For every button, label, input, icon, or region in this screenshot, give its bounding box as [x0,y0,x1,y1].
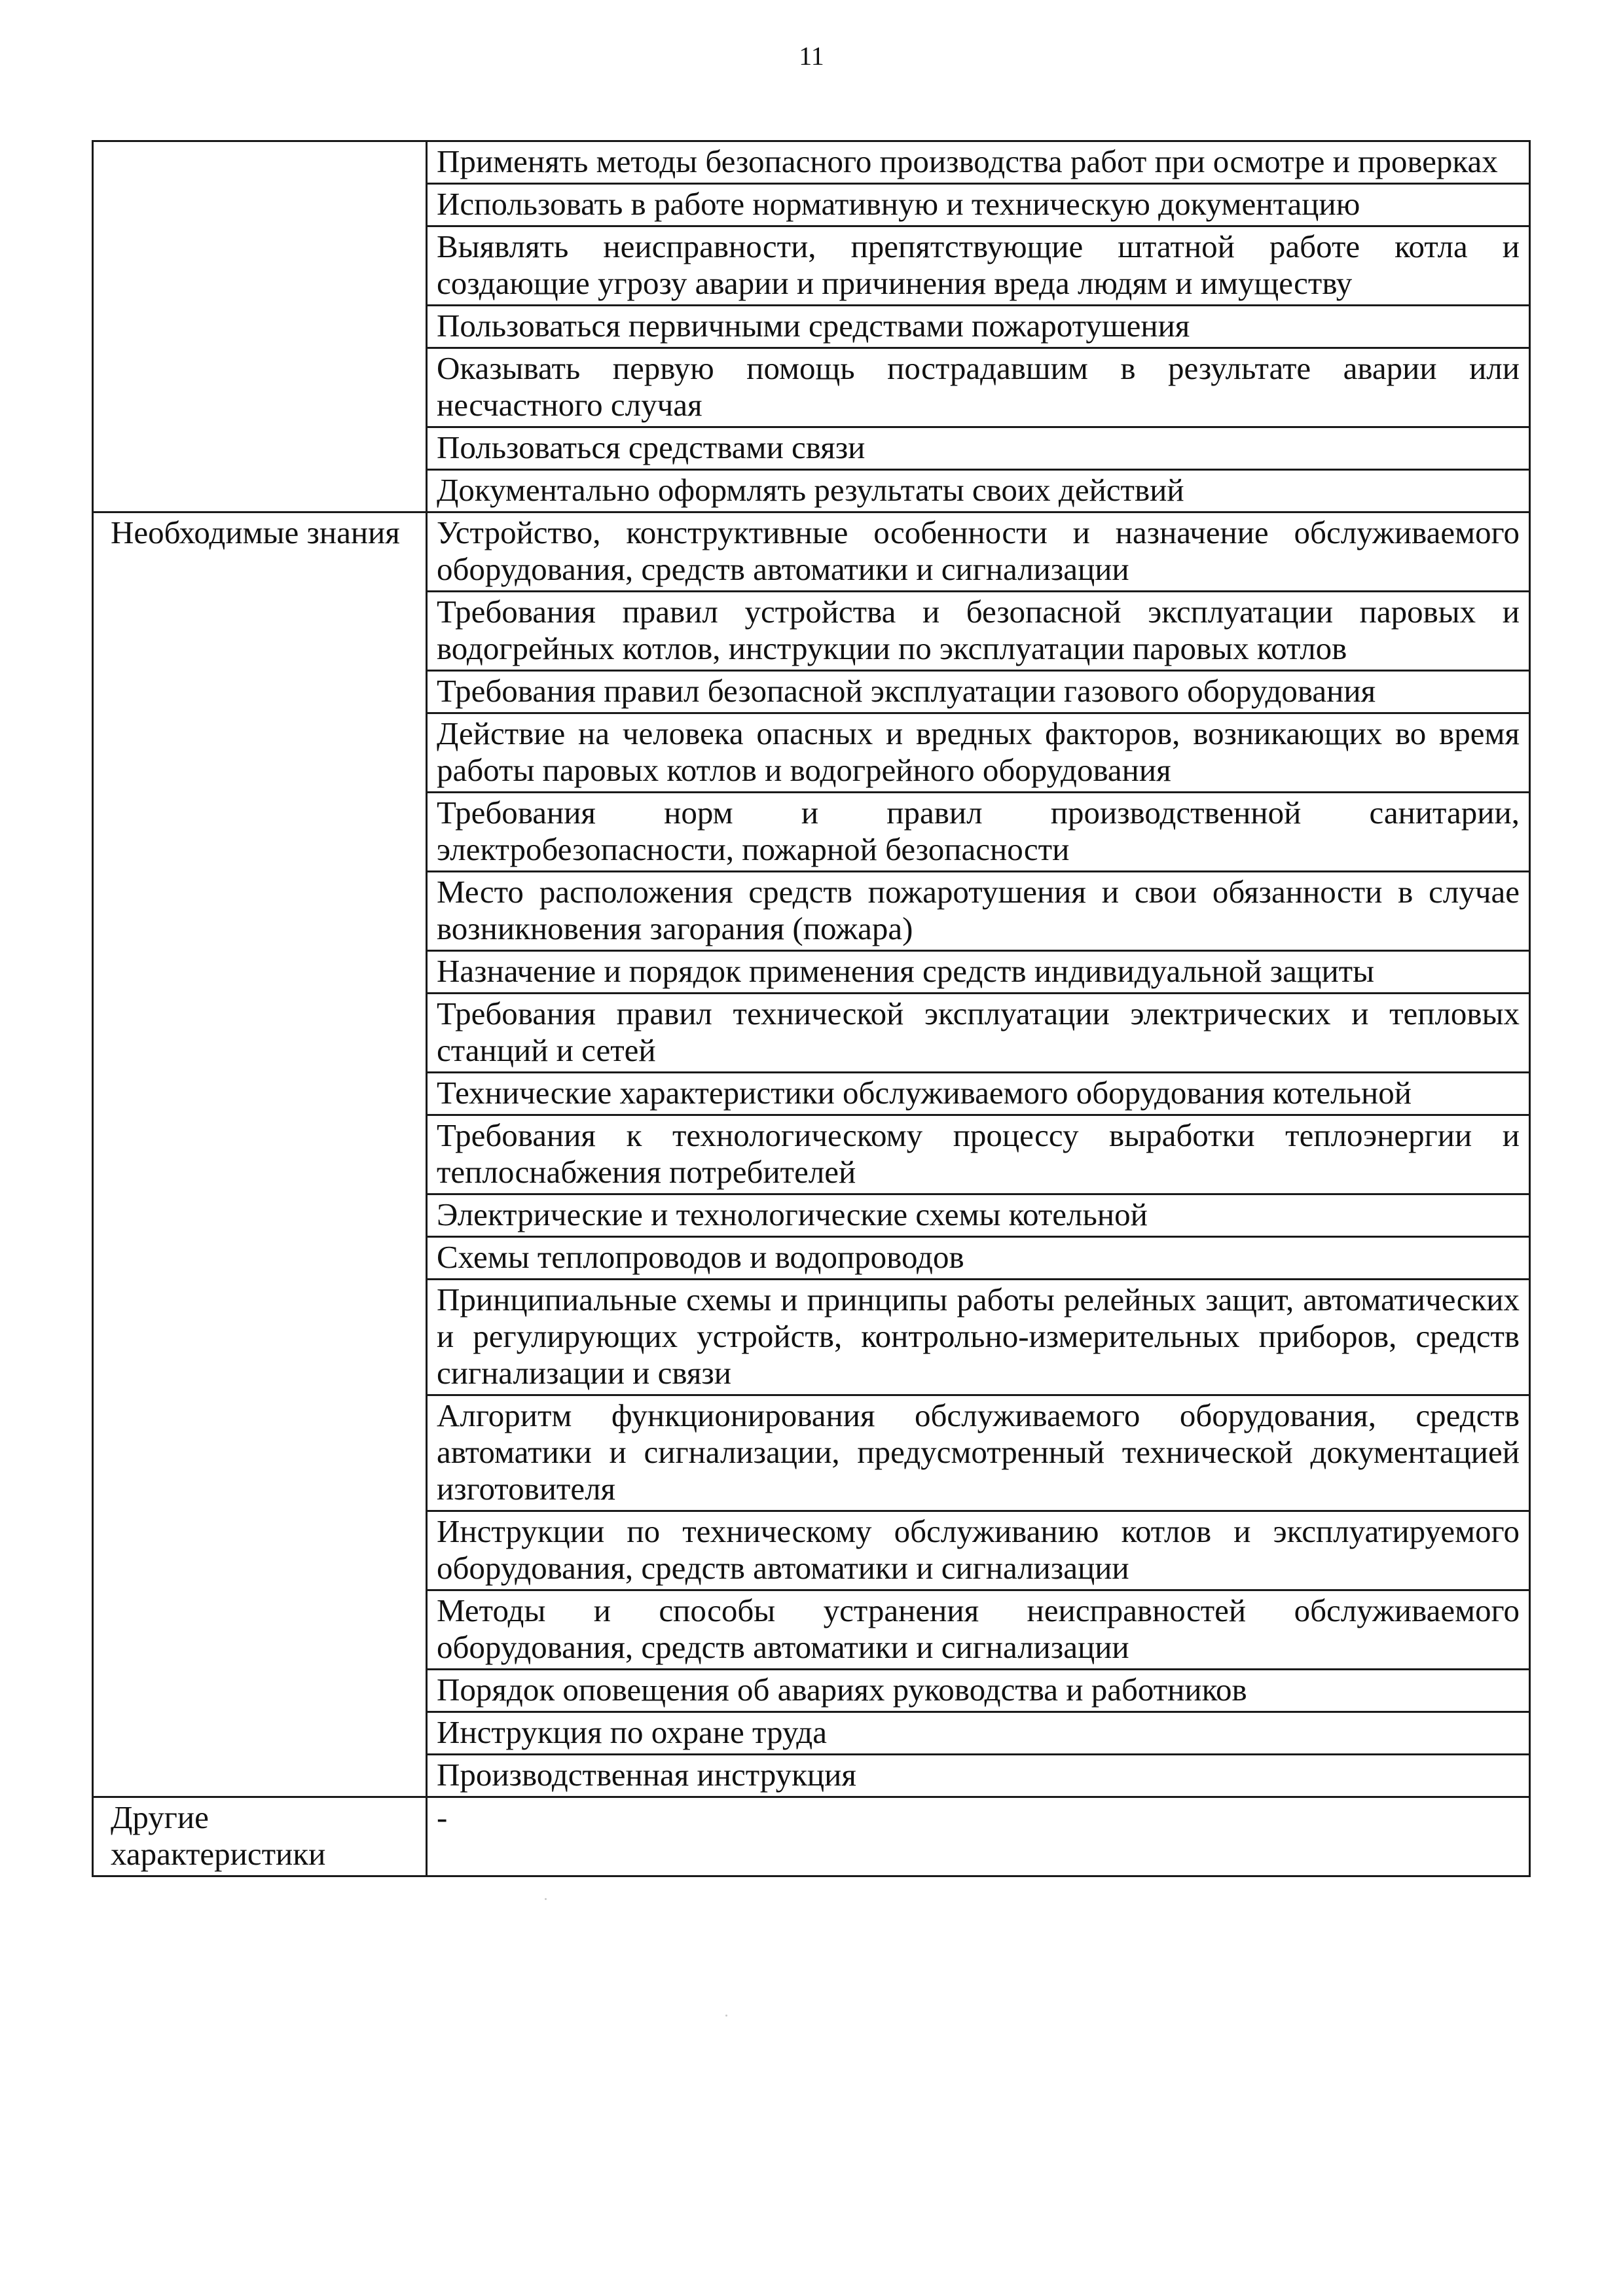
requirement-item: Требования правил технической эксплуатации электрических и тепловых станций и сетей [427,994,1530,1073]
requirement-item: Порядок оповещения об авариях руководства и работников [427,1670,1530,1712]
section-label [93,141,427,512]
table-row [93,1797,1530,1876]
requirement-item: Электрические и технологические схемы котельной [427,1194,1530,1237]
requirement-item: Применять методы безопасного производства работ при осмотре и проверках [427,141,1530,184]
page-number: 11 [799,41,824,71]
requirement-item: Требования норм и правил производственной санитарии, электробезопасности, пожарной безопасности [427,793,1530,872]
scan-speck [545,1898,547,1900]
requirement-item: Пользоваться первичными средствами пожаротушения [427,306,1530,348]
requirement-item: Место расположения средств пожаротушения и свои обязанности в случае возникновения загорания (пожара) [427,872,1530,951]
requirement-item: Производственная инструкция [427,1755,1530,1797]
requirements-table [92,140,1531,1877]
requirement-item: Использовать в работе нормативную и техническую документацию [427,184,1530,226]
requirement-item: Инструкция по охране труда [427,1712,1530,1755]
table-row [93,512,1530,592]
requirement-item: Принципиальные схемы и принципы работы релейных защит, автоматических и регулирующих устройств, контрольно-измерительных приборов, средств сигнализации и связи [427,1280,1530,1395]
table-row [93,141,1530,184]
requirement-item: Алгоритм функционирования обслуживаемого оборудования, средств автоматики и сигнализации, предусмотренный технической документацией изготовителя [427,1395,1530,1511]
requirement-item: Инструкции по техническому обслуживанию котлов и эксплуатируемого оборудования, средств автоматики и сигнализации [427,1511,1530,1590]
requirement-item: Требования правил устройства и безопасной эксплуатации паровых и водогрейных котлов, инструкции по эксплуатации паровых котлов [427,592,1530,671]
scan-speck [725,2015,727,2017]
requirement-item: Технические характеристики обслуживаемого оборудования котельной [427,1073,1530,1115]
requirement-item: Требования правил безопасной эксплуатации газового оборудования [427,671,1530,713]
requirement-item: Пользоваться средствами связи [427,427,1530,470]
requirement-item: Выявлять неисправности, препятствующие штатной работе котла и создающие угрозу аварии и причинения вреда людям и имуществу [427,226,1530,306]
section-label: Другие характеристики [93,1797,427,1876]
requirement-item: Назначение и порядок применения средств индивидуальной защиты [427,951,1530,994]
requirement-item: - [427,1797,1530,1876]
requirement-item: Требования к технологическому процессу выработки теплоэнергии и теплоснабжения потребителей [427,1115,1530,1194]
requirement-item: Схемы теплопроводов и водопроводов [427,1237,1530,1280]
requirement-item: Устройство, конструктивные особенности и назначение обслуживаемого оборудования, средств автоматики и сигнализации [427,512,1530,592]
requirement-item: Документально оформлять результаты своих действий [427,470,1530,512]
requirements-table-body [93,141,1530,1876]
requirement-item: Действие на человека опасных и вредных факторов, возникающих во время работы паровых котлов и водогрейного оборудования [427,713,1530,793]
requirement-item: Методы и способы устранения неисправностей обслуживаемого оборудования, средств автоматики и сигнализации [427,1590,1530,1670]
section-label: Необходимые знания [93,512,427,1797]
requirement-item: Оказывать первую помощь пострадавшим в результате аварии или несчастного случая [427,348,1530,427]
